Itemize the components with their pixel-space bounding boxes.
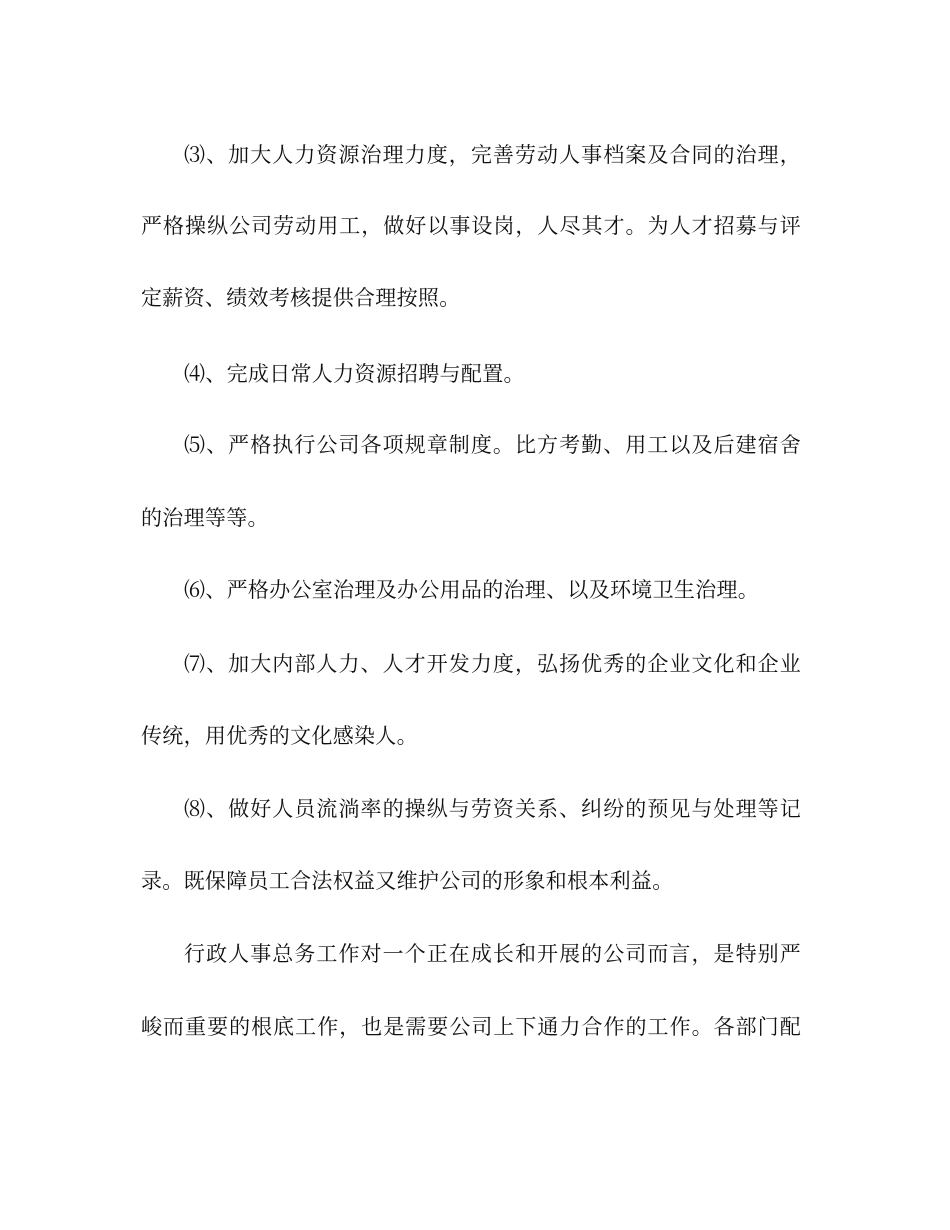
- paragraph-3-line-2: 严格操纵公司劳动用工，做好以事设岗，人尽其才。为人才招募与评: [141, 214, 801, 238]
- paragraph-5-line-1: ⑸、严格执行公司各项规章制度。比方考勤、用工以及后建宿舍: [184, 433, 801, 457]
- paragraph-5-line-2: 的治理等等。: [141, 506, 269, 530]
- paragraph-7-line-1: ⑺、加大内部人力、人才开发力度，弘扬优秀的企业文化和企业: [184, 652, 801, 676]
- closing-paragraph-line-1: 行政人事总务工作对一个正在成长和开展的公司而言，是特别严: [184, 942, 801, 966]
- paragraph-8-line-2: 录。既保障员工合法权益又维护公司的形象和根本利益。: [141, 869, 674, 893]
- closing-paragraph-line-2: 峻而重要的根底工作，也是需要公司上下通力合作的工作。各部门配: [141, 1015, 801, 1039]
- paragraph-7-line-2: 传统，用优秀的文化感染人。: [141, 724, 418, 748]
- paragraph-3-line-3: 定薪资、绩效考核提供合理按照。: [141, 286, 461, 310]
- paragraph-6-line-1: ⑹、严格办公室治理及办公用品的治理、以及环境卫生治理。: [184, 578, 760, 602]
- paragraph-4-line-1: ⑷、完成日常人力资源招聘与配置。: [184, 362, 525, 386]
- paragraph-8-line-1: ⑻、做好人员流淌率的操纵与劳资关系、纠纷的预见与处理等记: [184, 797, 801, 821]
- paragraph-3-line-1: ⑶、加大人力资源治理力度，完善劳动人事档案及合同的治理，: [184, 143, 801, 167]
